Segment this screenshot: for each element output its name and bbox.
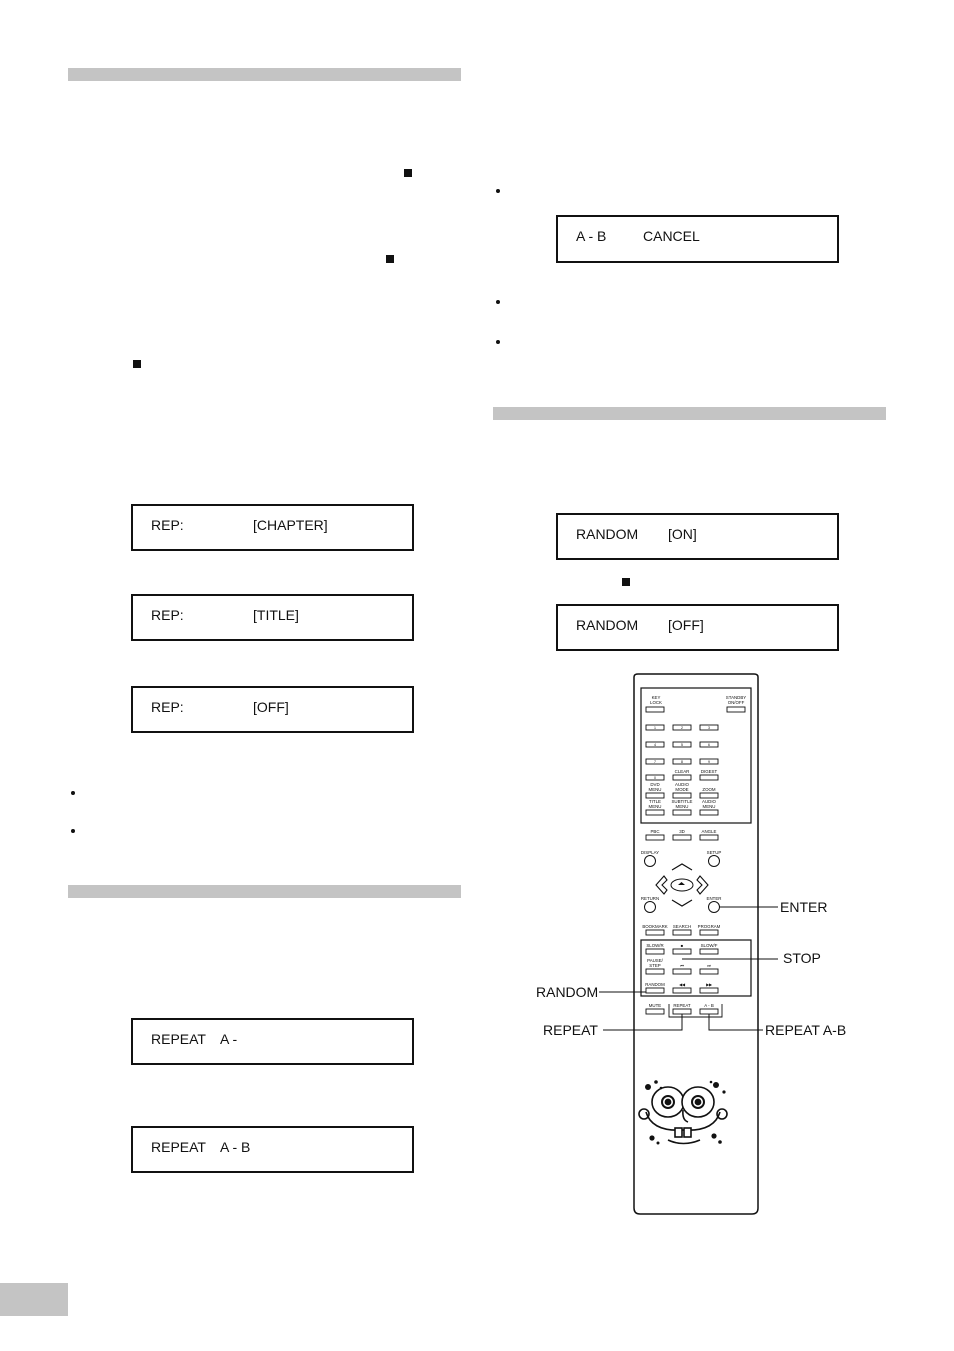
display-label: A - B (576, 228, 607, 244)
callout-repeat: REPEAT (543, 1022, 598, 1038)
svg-text:MUTE: MUTE (648, 1003, 662, 1008)
section-bar-repeat (68, 68, 461, 81)
bullet (496, 189, 500, 193)
display-value: [ON] (668, 526, 697, 542)
display-repeat-ab (131, 1126, 414, 1173)
display-value: [TITLE] (253, 607, 299, 623)
display-value: A - (220, 1031, 238, 1047)
callout-random: RANDOM (536, 984, 599, 1000)
svg-text:PBC: PBC (650, 829, 660, 834)
svg-text:CLEAR: CLEAR (674, 769, 690, 774)
remote-control-illustration (528, 670, 858, 1220)
svg-text:MENU: MENU (648, 787, 662, 792)
svg-text:DISPLAY: DISPLAY (640, 850, 660, 855)
display-label: RANDOM (576, 617, 639, 633)
stop-square-icon (386, 255, 394, 263)
svg-text:REPEAT: REPEAT (673, 1003, 691, 1008)
svg-text:3: 3 (708, 726, 710, 731)
svg-text:PAUSE/: PAUSE/ (647, 958, 663, 963)
callout-repeat-ab: REPEAT A-B (765, 1022, 847, 1038)
display-repeat-a (131, 1018, 414, 1065)
svg-text:◀◀: ◀◀ (679, 983, 685, 987)
svg-text:3D: 3D (679, 829, 685, 834)
display-value: CANCEL (643, 228, 700, 244)
svg-text:RANDOM: RANDOM (645, 982, 665, 987)
svg-text:DIGEST: DIGEST (700, 769, 718, 774)
svg-text:ZOOM: ZOOM (702, 787, 716, 792)
bullet (496, 340, 500, 344)
svg-text:■: ■ (680, 943, 684, 948)
svg-text:⏭: ⏭ (707, 963, 711, 968)
svg-text:⏮: ⏮ (680, 963, 684, 968)
callout-enter: ENTER (780, 899, 828, 915)
svg-text:7: 7 (654, 760, 656, 765)
svg-text:MENU: MENU (675, 804, 689, 809)
display-value: [OFF] (668, 617, 704, 633)
display-rep-chapter (131, 504, 414, 551)
svg-text:BOOKMARK: BOOKMARK (642, 924, 668, 929)
svg-text:1: 1 (654, 726, 656, 731)
svg-text:A - B: A - B (704, 1003, 714, 1008)
bullet (71, 829, 75, 833)
svg-text:STANDBY: STANDBY (725, 695, 747, 700)
display-label: REPEAT (151, 1139, 206, 1155)
svg-text:SLOW/R: SLOW/R (646, 943, 664, 948)
display-rep-title (131, 594, 414, 641)
display-label: RANDOM (576, 526, 639, 542)
display-random-on (556, 513, 839, 560)
svg-text:RETURN: RETURN (640, 896, 660, 901)
display-value: [OFF] (253, 699, 289, 715)
svg-text:MENU: MENU (702, 804, 716, 809)
stop-square-icon (622, 578, 630, 586)
svg-text:0: 0 (654, 776, 656, 781)
display-ab-cancel (556, 215, 839, 263)
svg-text:TITLE: TITLE (649, 799, 661, 804)
display-random-off (556, 604, 839, 651)
svg-text:ENTER: ENTER (706, 896, 722, 901)
section-bar-random (493, 407, 886, 420)
svg-text:5: 5 (681, 743, 683, 748)
svg-text:▶▶: ▶▶ (706, 983, 712, 987)
svg-text:KEY: KEY (651, 695, 661, 700)
svg-text:ANGLE: ANGLE (701, 829, 717, 834)
svg-text:AUDIO: AUDIO (702, 799, 716, 804)
svg-text:4: 4 (654, 743, 656, 748)
bullet (496, 300, 500, 304)
stop-square-icon (404, 169, 412, 177)
display-label: REP: (151, 517, 184, 533)
svg-text:2: 2 (681, 726, 683, 731)
display-label: REPEAT (151, 1031, 206, 1047)
svg-text:SEARCH: SEARCH (672, 924, 692, 929)
display-label: REP: (151, 607, 184, 623)
svg-text:ON/OFF: ON/OFF (727, 700, 745, 705)
page-number-tab (0, 1283, 68, 1316)
svg-text:AUDIO: AUDIO (675, 782, 689, 787)
callout-stop: STOP (783, 950, 821, 966)
svg-text:DVD: DVD (650, 782, 660, 787)
svg-text:MENU: MENU (648, 804, 662, 809)
display-rep-off (131, 686, 414, 733)
section-bar-repeat-ab (68, 885, 461, 898)
svg-text:LOCK: LOCK (650, 700, 662, 705)
display-value: A - B (220, 1139, 251, 1155)
svg-text:SUBTITLE: SUBTITLE (671, 799, 693, 804)
display-value: [CHAPTER] (253, 517, 328, 533)
svg-text:6: 6 (708, 743, 710, 748)
bullet (71, 791, 75, 795)
svg-text:SLOW/F: SLOW/F (700, 943, 718, 948)
svg-text:MODE: MODE (675, 787, 689, 792)
svg-text:STEP: STEP (649, 963, 661, 968)
svg-text:8: 8 (681, 760, 683, 765)
svg-text:9: 9 (708, 760, 710, 765)
stop-square-icon (133, 360, 141, 368)
svg-text:SETUP: SETUP (706, 850, 722, 855)
svg-text:PROGRAM: PROGRAM (697, 924, 721, 929)
display-label: REP: (151, 699, 184, 715)
